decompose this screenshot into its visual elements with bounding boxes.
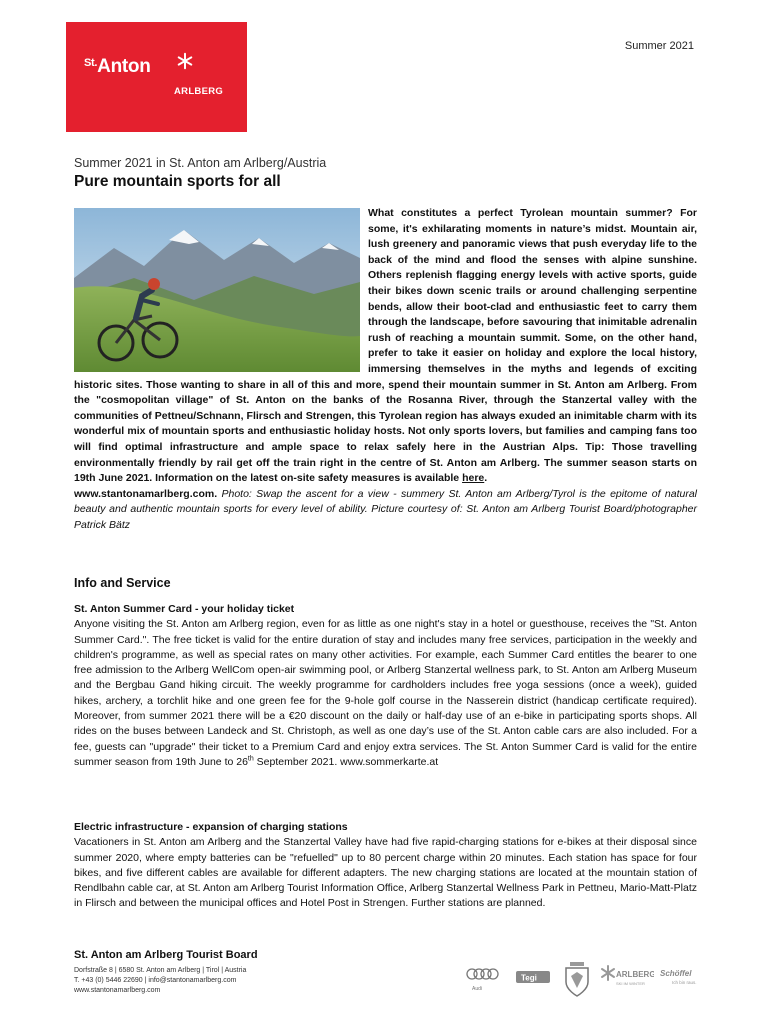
audi-rings-icon (464, 958, 504, 994)
footer-org: St. Anton am Arlberg Tourist Board (74, 949, 258, 961)
summer-card-title: St. Anton Summer Card - your holiday ticket (74, 603, 295, 615)
footer-address: Dorfstraße 8 | 6580 St. Anton am Arlberg | Tirol | Austria (74, 967, 247, 974)
summer-card-end: September 2021. (253, 755, 341, 768)
intro-paragraph (74, 206, 697, 533)
intro-website: www.stantonamarlberg.com. (74, 487, 218, 500)
tegi-badge-icon (514, 958, 554, 994)
tegi-logo (514, 958, 554, 998)
summer-card-body: Anyone visiting the St. Anton am Arlberg region, even for as little as one night's stay in a hotel or guesthouse, receives the "St. Anton Summer Card.". The free ticket is valid for the entire duration of stay and includes many free services, participation in the weekly and children's programme, as well as special rates on many other activities. For example, each Summer Card entitles the bearer to one free admission to the Arlberg WellCom open-air swimming pool, or Arlberg Stanzertal wellness park, to St. Anton am Arlberg Museum and the Bergbau Gand hiking circuit. The weekly programme for cardholders includes free yoga sessions (once a week), guided hikes, archery, a torchlit hike and one green fee for the 9-hole golf course in the Nasserein district (handicap certificate required). Moreover, from summer 2021 there will be a €20 discount on the daily or half-day use of an e-bike in participating sports shops. All rides on the buses between Landeck and St. Christoph, as well as one day’s use of the St. Anton cable cars are also included. For a fee, guests can "upgrade" their ticket to a Premium Card and enjoy extra services. The St. Anton Summer Card is valid for the entire summer season from 19th June to 26 (74, 618, 697, 768)
intro-after-link: . (484, 472, 488, 485)
season-label: Summer 2021 (624, 40, 694, 52)
summer-card-sup: th (247, 755, 254, 763)
audi-label: Audi (472, 986, 483, 992)
arlberg-partner-logo (598, 958, 654, 998)
charging-section (74, 820, 697, 912)
footer-contact: T. +43 (0) 5446 22690 | info@stantonamarlberg.com (74, 977, 237, 984)
photo-caption: Photo: Swap the ascent for a view - summery St. Anton am Arlberg/Tyrol is the epitome of natural beauty and authentic mountain sports for every level of ability. Picture courtesy of: St. Anton am Arlberg Tourist Board/photographer Patrick Bätz (74, 487, 697, 531)
photo-wrap-space (74, 206, 368, 374)
sommerkarte-link[interactable]: www.sommerkarte.at (340, 755, 439, 768)
schoeffel-wordmark-icon (658, 958, 714, 994)
arlberg-partner-label: ARLBERG (616, 970, 654, 979)
kicker: Summer 2021 in St. Anton am Arlberg/Austria (74, 156, 327, 170)
arlberg-star-icon (598, 958, 654, 994)
audi-logo (464, 958, 504, 998)
schoeffel-label: Schöffel (660, 969, 692, 978)
logo-arlberg: ARLBERG (174, 86, 224, 97)
brand-logo (66, 22, 247, 132)
footer-web: www.stantonamarlberg.com (74, 987, 161, 994)
charging-text: Vacationers in St. Anton am Arlberg and the Stanzertal Valley have had five rapid-charging stations for e-bikes at their disposal since summer 2020, where empty batteries can be "refuelled" up to 80 percent charge within 20 minutes. Each station has space for four bikes, and five different cables are available for different adapters. The new charging stations are located at the mountain station of Rendlbahn cable car, at St. Anton am Arlberg Tourist Information Office, Arlberg Stanzertal Wellness Park in Pettneu, Mario-Matt-Platz in Flirsch and between the municipal offices and Hotel Post in Strengen. Further stations are planned. (74, 836, 697, 910)
page-title: Pure mountain sports for all (74, 173, 281, 190)
snowflake-star-icon (176, 52, 194, 70)
tegi-label: Tegi (521, 973, 537, 983)
coat-of-arms-icon (560, 958, 594, 998)
logo-anton: Anton (97, 56, 151, 77)
logo-wordmark (84, 56, 151, 78)
summer-card-text (74, 617, 697, 770)
arlberg-partner-sub: SKI IM WINTER (616, 981, 645, 986)
intro-text: What constitutes a perfect Tyrolean mountain summer? For some, it's exhilarating moments in nature’s midst. Mountain air, lush greenery and panoramic views that push everyday life to the back of the mind and flood the senses with alpine sunshine. Others replenish flagging energy levels with active sports, guide their bikes down scenic trails or around challenging serpentine bends, allow their boot-clad and enthusiastic feet to carry them through the landscape, before savouring that inimitable adrenalin rush of reaching a mountain summit. Some, on the other hand, prefer to take it easier on holiday and explore the local history, immersing themselves in the myths and legends of exciting historic sites. Those wanting to share in all of this and more, spend their mountain summer in St. Anton am Arlberg. From the "cosmopolitan village" of St. Anton on the banks of the Rosanna River, through the Stanzertal valley with the communities of Pettneu/Schnann, Flirsch and Strengen, this Tyrolean region has always exuded an inimitable charm with its wonderful mix of mountain sports and enthusiastic holiday hosts. Not only sports lovers, but families and camping fans too will find optimal infrastructure and ample space to relax safely here in the Austrian Alps. Tip: Those travelling environmentally friendly by rail get off the train right in the centre of St. Anton am Arlberg. The summer season starts on 19th June 2021. Information on the latest on-site safety measures is available (74, 207, 697, 485)
logo-st: St. (84, 57, 98, 69)
summer-card-section (74, 602, 697, 770)
crest-logo (560, 958, 594, 998)
schoeffel-logo (658, 958, 714, 998)
charging-title: Electric infrastructure - expansion of charging stations (74, 821, 348, 833)
schoeffel-sub: Ich bin raus. (672, 980, 697, 985)
info-heading: Info and Service (74, 576, 171, 590)
safety-measures-link[interactable]: here (462, 472, 485, 485)
